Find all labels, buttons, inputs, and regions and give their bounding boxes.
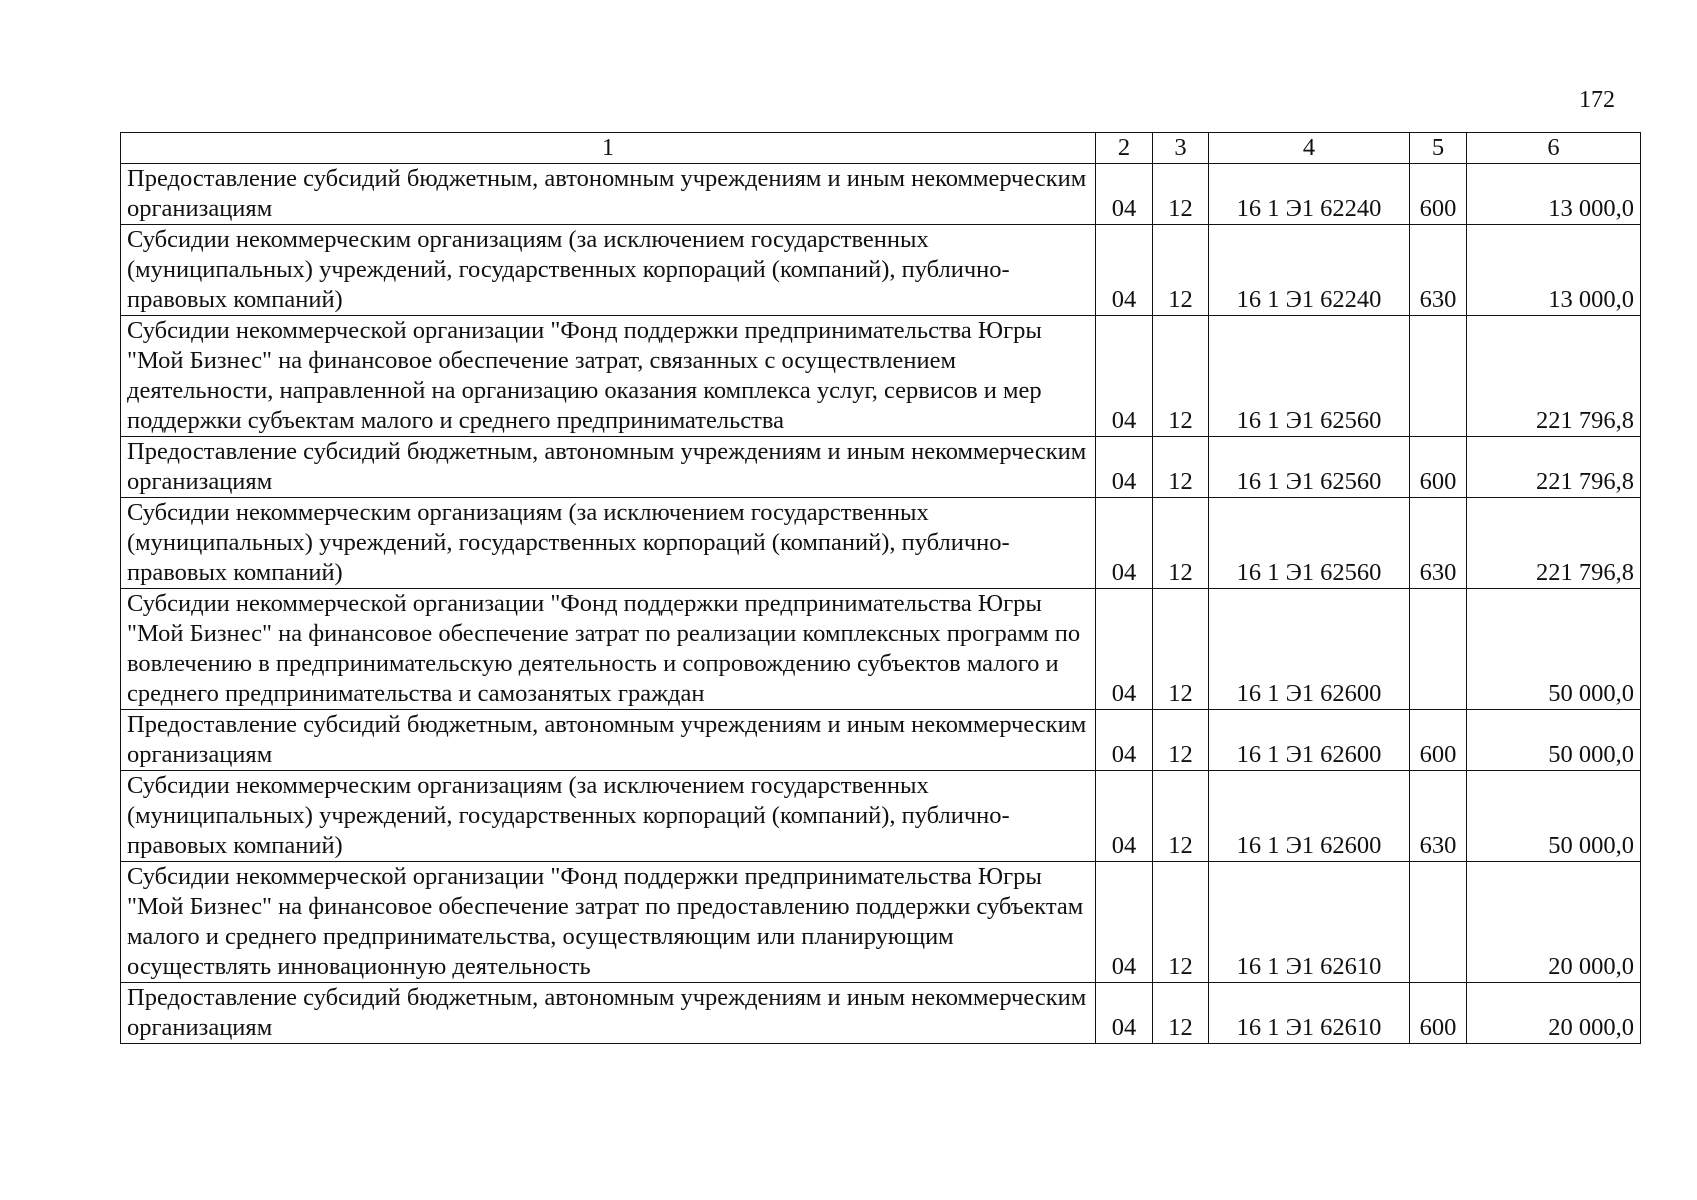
row-amount: 221 796,8 — [1467, 437, 1641, 498]
row-target-code: 16 1 Э1 62240 — [1209, 164, 1410, 225]
row-expense-type: 600 — [1410, 983, 1467, 1044]
row-expense-type — [1410, 589, 1467, 710]
row-amount: 13 000,0 — [1467, 225, 1641, 316]
row-amount: 221 796,8 — [1467, 498, 1641, 589]
budget-table — [120, 132, 1641, 1044]
row-target-code: 16 1 Э1 62600 — [1209, 771, 1410, 862]
row-expense-type: 630 — [1410, 771, 1467, 862]
row-amount: 20 000,0 — [1467, 983, 1641, 1044]
row-amount: 20 000,0 — [1467, 862, 1641, 983]
table-row — [121, 710, 1641, 771]
row-section: 04 — [1096, 498, 1153, 589]
row-expense-type: 630 — [1410, 225, 1467, 316]
row-name: Субсидии некоммерческим организациям (за исключением государственных (муниципальных) учреждений, государственных корпораций (компаний), публично-правовых компаний) — [121, 225, 1096, 316]
row-target-code: 16 1 Э1 62610 — [1209, 862, 1410, 983]
header-col-1: 1 — [121, 133, 1096, 164]
row-section: 04 — [1096, 862, 1153, 983]
table-body — [121, 164, 1641, 1044]
table-row — [121, 437, 1641, 498]
row-amount: 50 000,0 — [1467, 710, 1641, 771]
row-expense-type: 630 — [1410, 498, 1467, 589]
row-name: Субсидии некоммерческой организации "Фонд поддержки предпринимательства Югры "Мой Бизнес" на финансовое обеспечение затрат, связанных с осуществлением деятельности, направленной на организацию оказания комплекса услуг, сервисов и мер поддержки субъектам малого и среднего предпринимательства — [121, 316, 1096, 437]
row-subsection: 12 — [1153, 710, 1209, 771]
row-target-code: 16 1 Э1 62600 — [1209, 589, 1410, 710]
table-row — [121, 225, 1641, 316]
table-row — [121, 983, 1641, 1044]
row-subsection: 12 — [1153, 983, 1209, 1044]
row-amount: 50 000,0 — [1467, 589, 1641, 710]
row-amount: 50 000,0 — [1467, 771, 1641, 862]
header-col-3: 3 — [1153, 133, 1209, 164]
row-target-code: 16 1 Э1 62240 — [1209, 225, 1410, 316]
row-section: 04 — [1096, 771, 1153, 862]
row-name: Предоставление субсидий бюджетным, автономным учреждениям и иным некоммерческим организациям — [121, 710, 1096, 771]
row-expense-type: 600 — [1410, 710, 1467, 771]
row-section: 04 — [1096, 589, 1153, 710]
row-name: Предоставление субсидий бюджетным, автономным учреждениям и иным некоммерческим организациям — [121, 164, 1096, 225]
row-section: 04 — [1096, 437, 1153, 498]
table-row — [121, 498, 1641, 589]
table-row — [121, 164, 1641, 225]
header-row — [121, 133, 1641, 164]
table-header — [121, 133, 1641, 164]
row-target-code: 16 1 Э1 62610 — [1209, 983, 1410, 1044]
table-row — [121, 316, 1641, 437]
row-subsection: 12 — [1153, 862, 1209, 983]
row-target-code: 16 1 Э1 62560 — [1209, 437, 1410, 498]
row-subsection: 12 — [1153, 164, 1209, 225]
row-section: 04 — [1096, 710, 1153, 771]
row-section: 04 — [1096, 983, 1153, 1044]
row-subsection: 12 — [1153, 437, 1209, 498]
row-name: Субсидии некоммерческой организации "Фонд поддержки предпринимательства Югры "Мой Бизнес" на финансовое обеспечение затрат по предоставлению поддержки субъектам малого и среднего предпринимательства, осуществляющим или планирующим осуществлять инновационную деятельность — [121, 862, 1096, 983]
row-subsection: 12 — [1153, 316, 1209, 437]
row-name: Субсидии некоммерческой организации "Фонд поддержки предпринимательства Югры "Мой Бизнес" на финансовое обеспечение затрат по реализации комплексных программ по вовлечению в предпринимательскую деятельность и сопровождению субъектов малого и среднего предпринимательства и самозанятых граждан — [121, 589, 1096, 710]
row-subsection: 12 — [1153, 771, 1209, 862]
header-col-4: 4 — [1209, 133, 1410, 164]
row-subsection: 12 — [1153, 589, 1209, 710]
row-target-code: 16 1 Э1 62560 — [1209, 316, 1410, 437]
row-name: Предоставление субсидий бюджетным, автономным учреждениям и иным некоммерческим организациям — [121, 437, 1096, 498]
row-name: Субсидии некоммерческим организациям (за исключением государственных (муниципальных) учреждений, государственных корпораций (компаний), публично-правовых компаний) — [121, 771, 1096, 862]
header-col-6: 6 — [1467, 133, 1641, 164]
table-row — [121, 771, 1641, 862]
row-section: 04 — [1096, 164, 1153, 225]
row-amount: 13 000,0 — [1467, 164, 1641, 225]
table-row — [121, 589, 1641, 710]
row-expense-type: 600 — [1410, 437, 1467, 498]
row-section: 04 — [1096, 225, 1153, 316]
row-name: Предоставление субсидий бюджетным, автономным учреждениям и иным некоммерческим организациям — [121, 983, 1096, 1044]
row-amount: 221 796,8 — [1467, 316, 1641, 437]
row-subsection: 12 — [1153, 225, 1209, 316]
row-subsection: 12 — [1153, 498, 1209, 589]
row-name: Субсидии некоммерческим организациям (за исключением государственных (муниципальных) учреждений, государственных корпораций (компаний), публично-правовых компаний) — [121, 498, 1096, 589]
row-expense-type — [1410, 316, 1467, 437]
header-col-2: 2 — [1096, 133, 1153, 164]
row-section: 04 — [1096, 316, 1153, 437]
row-expense-type: 600 — [1410, 164, 1467, 225]
row-target-code: 16 1 Э1 62600 — [1209, 710, 1410, 771]
row-target-code: 16 1 Э1 62560 — [1209, 498, 1410, 589]
page-number: 172 — [1579, 87, 1615, 113]
header-col-5: 5 — [1410, 133, 1467, 164]
row-expense-type — [1410, 862, 1467, 983]
table-row — [121, 862, 1641, 983]
